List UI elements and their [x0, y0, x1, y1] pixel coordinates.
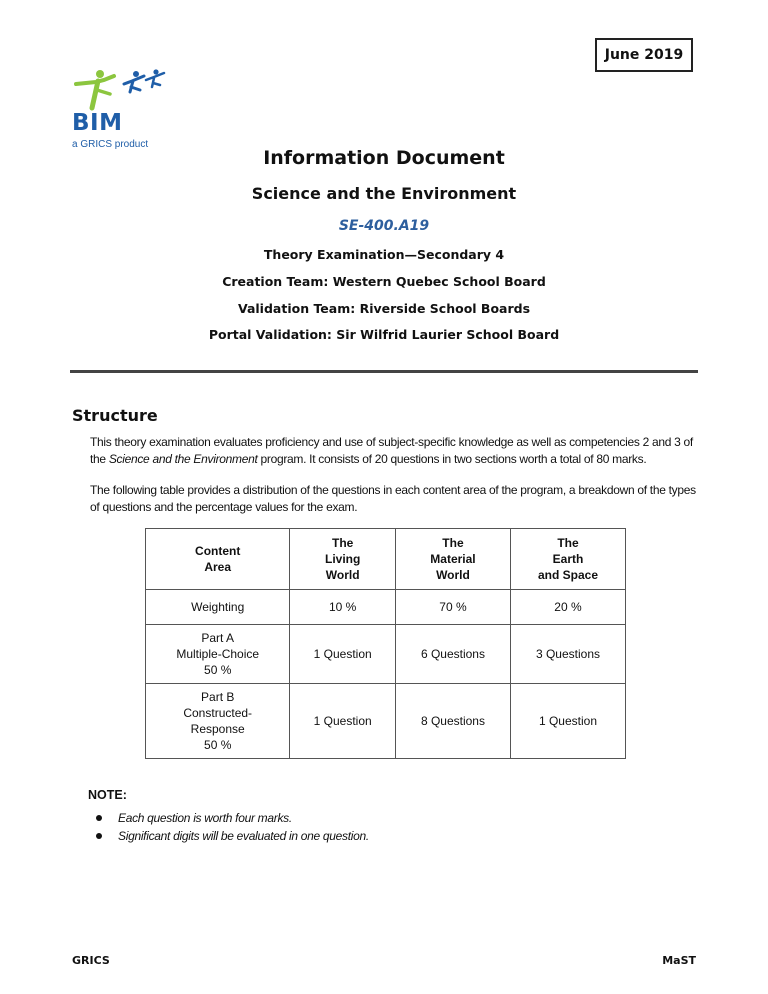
table-row — [146, 625, 626, 684]
header-divider — [70, 370, 698, 373]
row-label-cell: Part B Constructed- Response 50 % — [146, 684, 290, 759]
table-cell: 10 % — [290, 590, 396, 625]
note-list — [96, 809, 369, 845]
para1-text-a: This theory examination evaluates proficiency and use of subject-specific knowledge as well as competencies 2 and 3 of the — [90, 435, 693, 466]
validation-team: Validation Team: Riverside School Boards — [237, 301, 531, 316]
table-cell: 1 Question — [290, 625, 396, 684]
creation-team: Creation Team: Western Quebec School Board — [222, 274, 546, 289]
para1-text-b: program. It consists of 20 questions in two sections worth a total of 80 marks. — [257, 452, 647, 466]
table-header-row — [146, 529, 626, 590]
list-item: Each question is worth four marks. — [96, 809, 369, 827]
structure-paragraph-2: The following table provides a distribution of the questions in each content area of the program, a breakdown of the types of questions and the percentage values for the exam. — [90, 483, 696, 514]
portal-validation: Portal Validation: Sir Wilfrid Laurier School Board — [208, 327, 560, 342]
table-cell: 1 Question — [510, 684, 625, 759]
structure-paragraph-1 — [90, 434, 700, 468]
stick-figures-icon — [70, 68, 170, 112]
table-cell: 6 Questions — [395, 625, 510, 684]
table-cell: 8 Questions — [395, 684, 510, 759]
table-cell: 70 % — [395, 590, 510, 625]
bim-logo — [70, 68, 180, 158]
header-cell: The Material World — [395, 529, 510, 590]
header-cell: The Living World — [290, 529, 396, 590]
table-row — [146, 590, 626, 625]
note-title: NOTE: — [88, 788, 127, 802]
bullet-icon — [96, 815, 102, 821]
list-item: Significant digits will be evaluated in one question. — [96, 827, 369, 845]
row-label-cell: Weighting — [146, 590, 290, 625]
table-cell: 1 Question — [290, 684, 396, 759]
logo-tagline: a GRICS product — [72, 139, 149, 150]
table-cell: 3 Questions — [510, 625, 625, 684]
document-code: SE-400.A19 — [338, 218, 430, 234]
date-box — [595, 38, 693, 72]
document-title: Information Document — [263, 147, 505, 169]
row-label-cell: Part A Multiple-Choice 50 % — [146, 625, 290, 684]
date-label: June 2019 — [604, 47, 684, 63]
footer-left: GRICS — [72, 954, 110, 967]
header-cell: The Earth and Space — [510, 529, 625, 590]
para1-program-name: Science and the Environment — [108, 452, 258, 466]
bullet-icon — [96, 833, 102, 839]
document-subtitle: Science and the Environment — [251, 184, 517, 203]
header-cell: Content Area — [146, 529, 290, 590]
footer-right: MaST — [662, 954, 696, 967]
section-title-structure: Structure — [72, 406, 158, 425]
exam-line: Theory Examination—Secondary 4 — [263, 247, 505, 262]
table-row — [146, 684, 626, 759]
distribution-table — [145, 528, 626, 759]
table-cell: 20 % — [510, 590, 625, 625]
logo-wordmark: BIM — [72, 110, 123, 136]
